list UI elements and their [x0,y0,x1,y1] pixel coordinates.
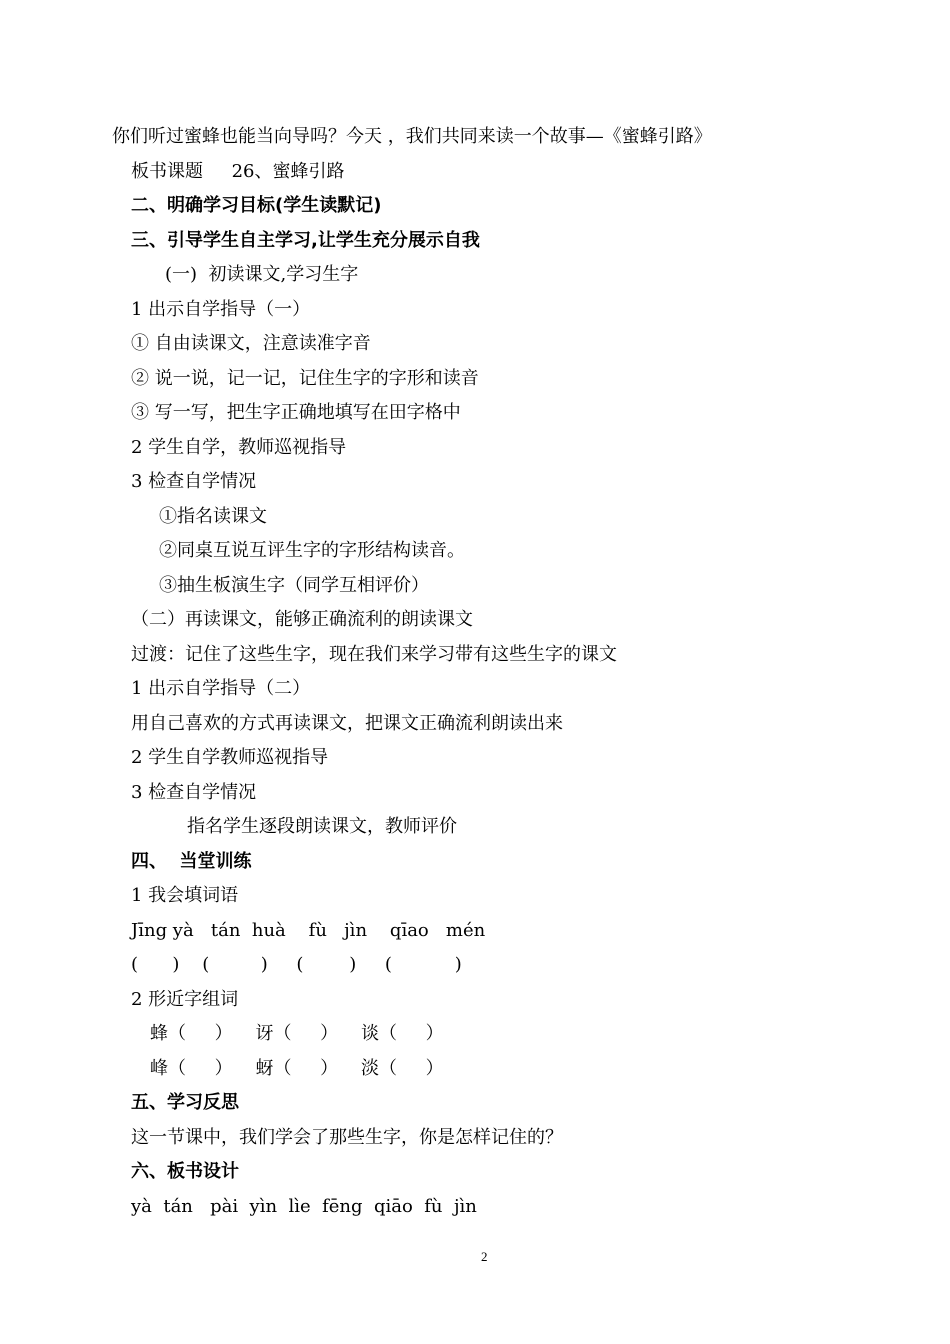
section-heading-6: 六、板书设计 [131,1161,239,1182]
step-2b: 2 学生自学教师巡视指导 [131,747,329,768]
fill-words-title: 1 我会填词语 [131,885,239,906]
section-heading-4: 四、 当堂训练 [131,851,252,872]
pinyin-row-2: yà tán pài yìn lìe fēng qiāo fù jìn [131,1196,477,1217]
guide-item-3: ③ 写一写，把生字正确地填写在田字格中 [131,402,461,423]
transition-text: 过渡：记住了这些生字，现在我们来学习带有这些生字的课文 [131,644,617,665]
guide-item-1: ① 自由读课文，注意读准字音 [131,333,371,354]
guide-2-text: 用自己喜欢的方式再读课文，把课文正确流利朗读出来 [131,713,563,734]
section-heading-5: 五、学习反思 [131,1092,239,1113]
step-3b: 3 检查自学情况 [131,782,257,803]
step-3: 3 检查自学情况 [131,471,257,492]
guide-item-2: ② 说一说，记一记，记住生字的字形和读音 [131,368,479,389]
board-title: 板书课题 26、蜜蜂引路 [131,161,345,182]
read-aloud-text: 指名学生逐段朗读课文，教师评价 [187,816,457,837]
step-2: 2 学生自学，教师巡视指导 [131,437,347,458]
blanks-row: ( ) ( ) ( ) ( ) [131,954,462,975]
reflection-question: 这一节课中，我们学会了那些生字，你是怎样记住的？ [131,1127,563,1148]
pinyin-row-1: Jīng yà tán huà fù jìn qīao mén [131,920,486,941]
similar-chars-row-2: 峰（ ） 蚜（ ） 淡（ ） [150,1058,444,1079]
guide-1: 1 出示自学指导（一） [131,299,311,320]
subsection-1: (一) 初读课文,学习生字 [165,264,359,285]
check-item-2: ②同桌互说互评生字的字形结构读音。 [159,540,465,561]
similar-chars-row-1: 蜂（ ） 讶（ ） 谈（ ） [150,1023,444,1044]
check-item-3: ③抽生板演生字（同学互相评价） [159,575,429,596]
section-heading-2: 二、明确学习目标(学生读默记) [131,195,382,216]
page-number: 2 [481,1249,488,1264]
section-heading-3: 三、引导学生自主学习,让学生充分展示自我 [131,230,480,251]
guide-2: 1 出示自学指导（二） [131,678,311,699]
similar-chars-title: 2 形近字组词 [131,989,239,1010]
check-item-1: ①指名读课文 [159,506,267,527]
subsection-2: （二）再读课文，能够正确流利的朗读课文 [131,609,473,630]
intro-question: 你们听过蜜蜂也能当向导吗？今天 ，我们共同来读一个故事—《蜜蜂引路》 [112,126,712,147]
